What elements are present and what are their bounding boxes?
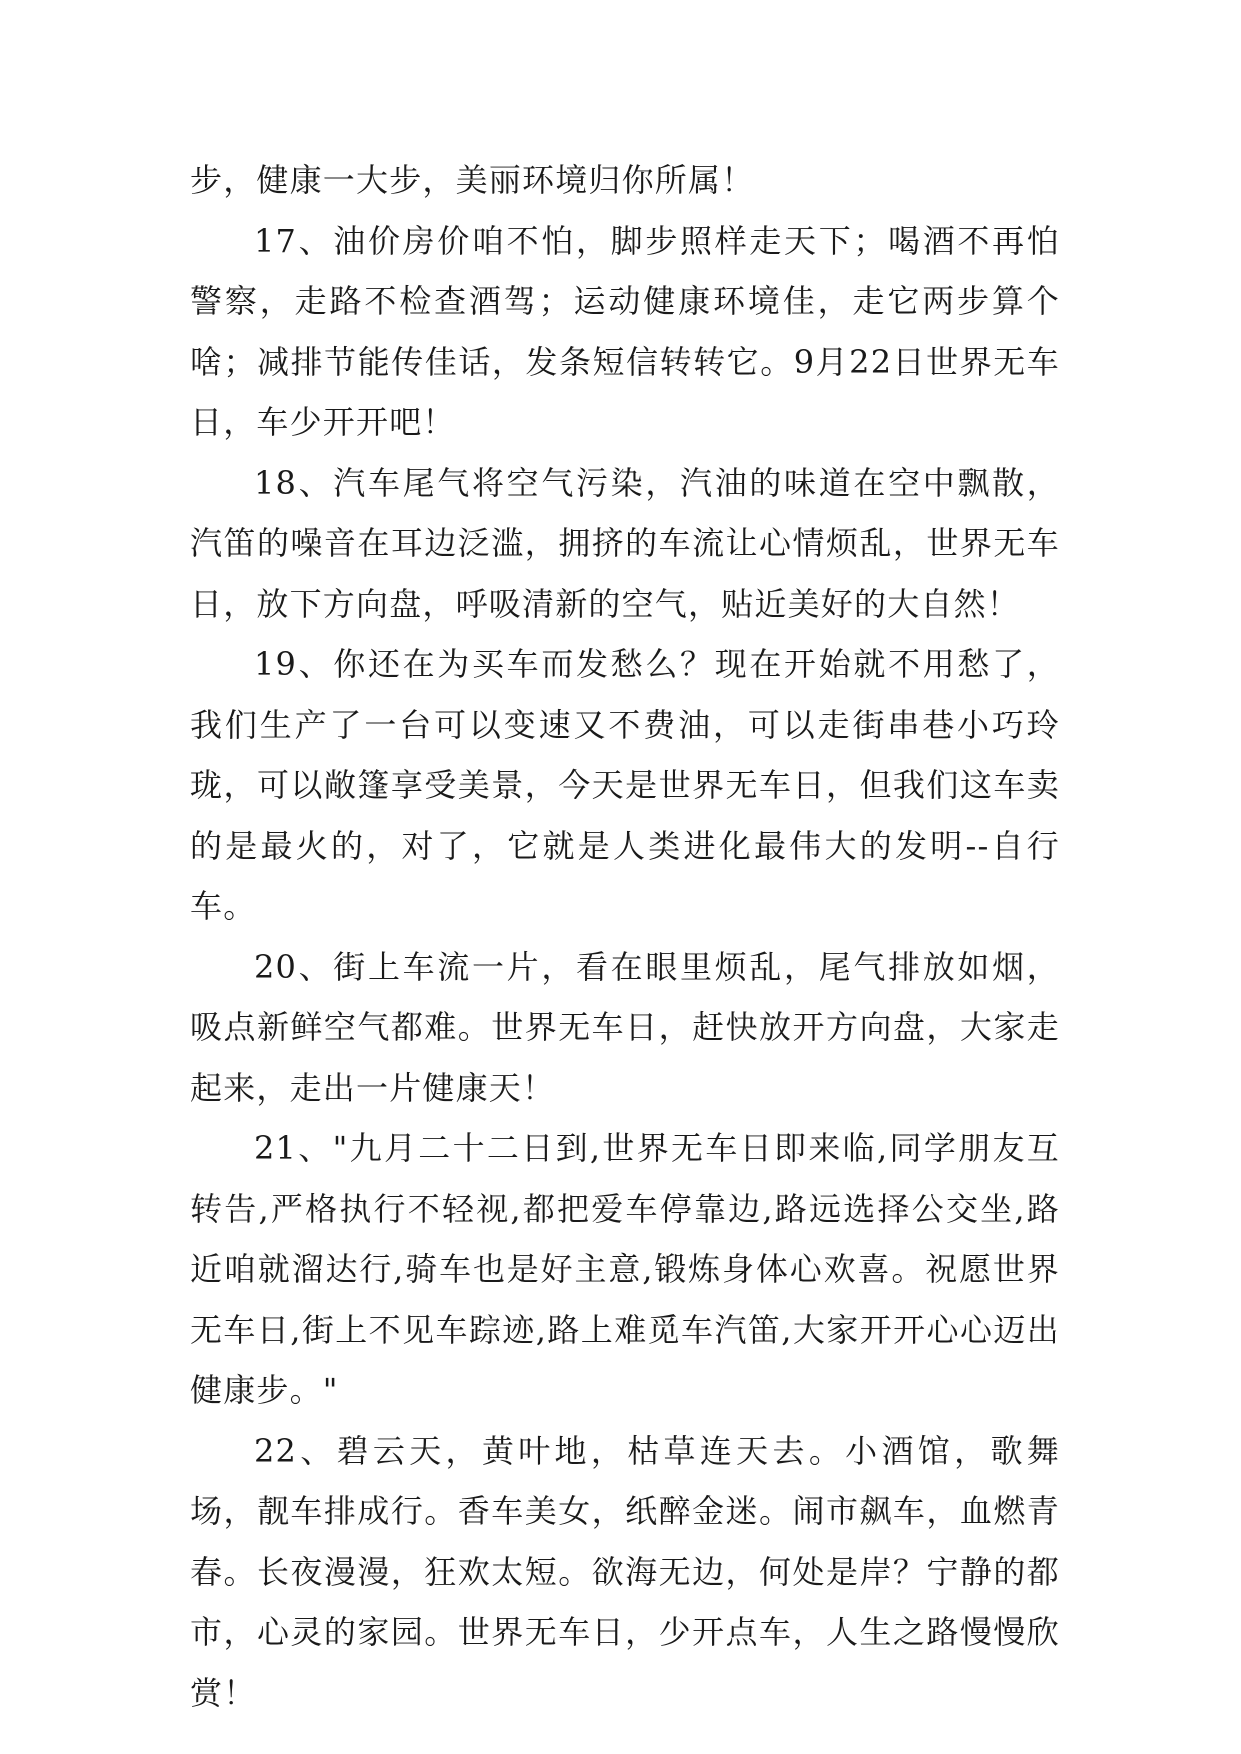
document-body [190,150,1060,1723]
paragraph-18: 18、汽车尾气将空气污染，汽油的味道在空中飘散，汽笛的噪音在耳边泛滥，拥挤的车流让心情烦乱，世界无车日，放下方向盘，呼吸清新的空气，贴近美好的大自然！ [190,463,1060,623]
paragraph-19: 19、你还在为买车而发愁么？现在开始就不用愁了，我们生产了一台可以变速又不费油，可以走街串巷小巧玲珑，可以敞篷享受美景，今天是世界无车日，但我们这车卖的是最火的，对了，它就是人类进化最伟大的发明--自行车。 [190,645,1060,925]
paragraph-21: 21、"九月二十二日到,世界无车日即来临,同学朋友互转告,严格执行不轻视,都把爱车停靠边,路远选择公交坐,路近咱就溜达行,骑车也是好主意,锻炼身体心欢喜。祝愿世界无车日,街上不见车踪迹,路上难觅车汽笛,大家开开心心迈出健康步。" [190,1129,1060,1409]
paragraph-17: 17、油价房价咱不怕，脚步照样走天下；喝酒不再怕警察，走路不检查酒驾；运动健康环境佳，走它两步算个啥；减排节能传佳话，发条短信转转它。9月22日世界无车日，车少开开吧！ [190,221,1060,441]
paragraph-continued: 步，健康一大步，美丽环境归你所属！ [190,161,755,199]
paragraph-20: 20、街上车流一片，看在眼里烦乱，尾气排放如烟，吸点新鲜空气都难。世界无车日，赶快放开方向盘，大家走起来，走出一片健康天！ [190,947,1060,1107]
paragraph-22: 22、碧云天，黄叶地，枯草连天去。小酒馆，歌舞场，靓车排成行。香车美女，纸醉金迷。闹市飙车，血燃青春。长夜漫漫，狂欢太短。欲海无边，何处是岸？宁静的都市，心灵的家园。世界无车日，少开点车，人生之路慢慢欣赏！ [190,1431,1060,1712]
